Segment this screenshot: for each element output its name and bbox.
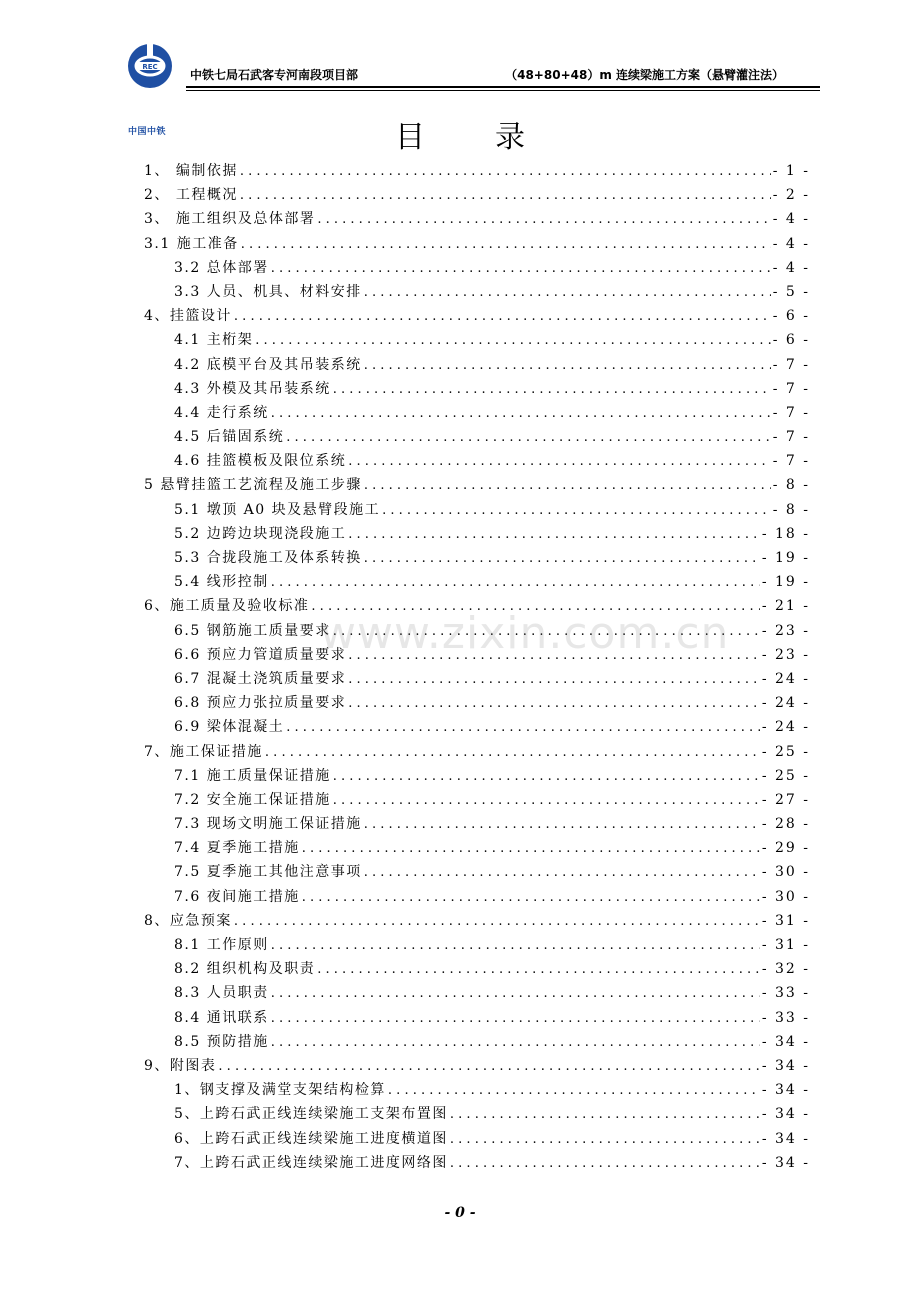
toc-entry-page: - 24 -	[761, 670, 810, 687]
toc-leader-dots	[450, 1132, 760, 1147]
toc-entry[interactable]	[144, 160, 810, 184]
toc-entry-page: - 5 -	[772, 283, 810, 300]
toc-entry-label: 3、 施工组织及总体部署	[144, 211, 316, 228]
toc-entry[interactable]	[144, 547, 810, 571]
toc-entry-page: - 23 -	[761, 646, 810, 663]
toc-entry-label: 5.4 线形控制	[174, 574, 269, 591]
toc-leader-dots	[271, 261, 771, 276]
toc-leader-dots	[388, 1083, 760, 1098]
toc-entry[interactable]	[144, 1103, 810, 1127]
toc-entry-label: 4、挂篮设计	[144, 308, 232, 325]
toc-leader-dots	[450, 1156, 760, 1171]
toc-leader-dots	[382, 503, 771, 518]
toc-entry-page: - 33 -	[761, 1009, 810, 1026]
toc-entry-label: 3.1 施工准备	[144, 235, 239, 252]
toc-entry-label: 7、上跨石武正线连续梁施工进度网络图	[174, 1154, 448, 1171]
toc-entry-page: - 34 -	[761, 1057, 810, 1074]
toc-entry[interactable]	[144, 354, 810, 378]
toc-leader-dots	[240, 188, 771, 203]
toc-entry-page: - 1 -	[772, 163, 810, 179]
page-title: 目录	[395, 120, 595, 155]
toc-entry-label: 1、 编制依据	[144, 163, 238, 179]
toc-leader-dots	[364, 478, 771, 493]
toc-entry[interactable]	[144, 474, 810, 498]
toc-leader-dots	[364, 551, 760, 566]
toc-entry[interactable]	[144, 1079, 810, 1103]
toc-entry-label: 3.2 总体部署	[174, 259, 269, 276]
toc-entry-page: - 30 -	[761, 888, 810, 905]
toc-entry[interactable]	[144, 1031, 810, 1055]
toc-entry-page: - 7 -	[772, 380, 810, 397]
page-header	[122, 40, 820, 137]
toc-leader-dots	[333, 382, 771, 397]
toc-leader-dots	[364, 358, 771, 373]
toc-leader-dots	[302, 890, 760, 905]
toc-leader-dots	[348, 527, 760, 542]
toc-entry[interactable]	[144, 402, 810, 426]
toc-entry-label: 8.4 通讯联系	[174, 1009, 269, 1026]
toc-leader-dots	[364, 865, 760, 880]
toc-entry-page: - 21 -	[761, 598, 810, 615]
toc-entry-label: 6.5 钢筋施工质量要求	[174, 622, 331, 639]
toc-entry-label: 6.8 预应力张拉质量要求	[174, 695, 347, 712]
toc-leader-dots	[333, 793, 760, 808]
toc-leader-dots	[317, 962, 760, 977]
toc-entry-label: 8、应急预案	[144, 912, 232, 929]
toc-entry[interactable]	[144, 692, 810, 716]
toc-entry[interactable]	[144, 329, 810, 353]
toc-entry-label: 4.4 走行系统	[174, 404, 269, 421]
toc-leader-dots	[302, 841, 760, 856]
toc-leader-dots	[265, 745, 760, 760]
toc-entry-page: - 7 -	[772, 453, 810, 470]
toc-entry-page: - 6 -	[772, 332, 810, 349]
toc-entry-page: - 34 -	[761, 1033, 810, 1050]
toc-entry[interactable]	[144, 837, 810, 861]
toc-entry-page: - 25 -	[761, 743, 810, 760]
toc-entry-label: 7.2 安全施工保证措施	[174, 791, 331, 808]
toc-leader-dots	[348, 454, 771, 469]
toc-entry-label: 8.5 预防措施	[174, 1033, 269, 1050]
toc-entry[interactable]	[144, 281, 810, 305]
toc-entry-page: - 33 -	[761, 985, 810, 1002]
toc-entry-page: - 18 -	[761, 525, 810, 542]
toc-entry[interactable]	[144, 958, 810, 982]
toc-entry-label: 2、 工程概况	[144, 187, 238, 204]
toc-entry[interactable]	[144, 571, 810, 595]
toc-entry[interactable]	[144, 378, 810, 402]
toc-leader-dots	[348, 672, 760, 687]
watermark: www.zixin.com.cn	[320, 608, 730, 659]
toc-entry-label: 5.2 边跨边块现浇段施工	[174, 525, 347, 542]
toc-entry-page: - 4 -	[772, 211, 810, 228]
toc-entry-label: 5 悬臂挂篮工艺流程及施工步骤	[144, 477, 362, 494]
header-document-title: （48+80+48）m 连续梁施工方案（悬臂灌注法）	[505, 68, 784, 82]
toc-entry[interactable]	[144, 426, 810, 450]
toc-entry[interactable]	[144, 499, 810, 523]
header-rule-thin	[186, 90, 820, 91]
toc-entry-page: - 34 -	[761, 1154, 810, 1171]
toc-leader-dots	[218, 1059, 759, 1074]
toc-entry[interactable]	[144, 450, 810, 474]
toc-entry-page: - 34 -	[761, 1106, 810, 1123]
toc-entry[interactable]	[144, 716, 810, 740]
toc-leader-dots	[241, 237, 771, 252]
crec-logo-icon	[122, 40, 178, 96]
toc-entry-label: 5、上跨石武正线连续梁施工支架布置图	[174, 1106, 448, 1123]
toc-entry-label: 8.3 人员职责	[174, 985, 269, 1002]
toc-entry-page: - 23 -	[761, 622, 810, 639]
toc-entry[interactable]	[144, 910, 810, 934]
header-project-name: 中铁七局石武客专河南段项目部	[190, 68, 359, 82]
toc-leader-dots	[286, 720, 760, 735]
toc-entry-page: - 31 -	[761, 912, 810, 929]
toc-entry[interactable]	[144, 1128, 810, 1152]
toc-entry[interactable]	[144, 233, 810, 257]
toc-leader-dots	[271, 406, 771, 421]
toc-leader-dots	[271, 1035, 760, 1050]
toc-entry[interactable]	[144, 789, 810, 813]
toc-entry-page: - 19 -	[761, 574, 810, 591]
toc-entry[interactable]	[144, 886, 810, 910]
toc-entry[interactable]	[144, 934, 810, 958]
toc-entry-label: 5.3 合拢段施工及体系转换	[174, 550, 362, 566]
toc-entry-label: 6、施工质量及验收标准	[144, 598, 310, 615]
toc-entry-page: - 8 -	[772, 501, 810, 518]
toc-entry-page: - 24 -	[761, 695, 810, 712]
toc-entry-label: 7.3 现场文明施工保证措施	[174, 816, 362, 833]
toc-entry-page: - 25 -	[761, 767, 810, 784]
toc-entry-label: 6.6 预应力管道质量要求	[174, 646, 347, 663]
toc-entry-page: - 6 -	[772, 308, 810, 325]
toc-entry[interactable]	[144, 765, 810, 789]
toc-entry[interactable]	[144, 523, 810, 547]
table-of-contents	[144, 160, 810, 1176]
toc-entry-label: 3.3 人员、机具、材料安排	[174, 283, 362, 300]
toc-entry-page: - 4 -	[772, 235, 810, 252]
toc-entry[interactable]	[144, 1055, 810, 1079]
toc-entry[interactable]	[144, 1007, 810, 1031]
toc-entry[interactable]	[144, 184, 810, 208]
toc-entry-label: 6、上跨石武正线连续梁施工进度横道图	[174, 1130, 448, 1147]
toc-leader-dots	[317, 212, 770, 227]
toc-entry-page: - 28 -	[761, 816, 810, 833]
toc-entry-page: - 31 -	[761, 937, 810, 953]
toc-leader-dots	[348, 696, 760, 711]
svg-text:REC: REC	[142, 63, 158, 71]
toc-entry[interactable]	[144, 208, 810, 232]
toc-leader-dots	[271, 1011, 760, 1026]
toc-entry-label: 7.6 夜间施工措施	[174, 888, 300, 905]
page-number: - 0 -	[444, 1205, 476, 1221]
toc-entry-label: 7.5 夏季施工其他注意事项	[174, 864, 362, 881]
toc-leader-dots	[271, 938, 760, 953]
toc-entry[interactable]	[144, 305, 810, 329]
toc-leader-dots	[255, 333, 771, 348]
toc-entry-label: 4.2 底模平台及其吊装系统	[174, 356, 362, 373]
toc-entry-label: 5.1 墩顶 A0 块及悬臂段施工	[174, 501, 381, 518]
toc-entry-label: 6.7 混凝土浇筑质量要求	[174, 670, 347, 687]
toc-entry-label: 8.1 工作原则	[174, 937, 269, 953]
toc-entry-page: - 29 -	[761, 840, 810, 857]
toc-entry-page: - 7 -	[772, 404, 810, 421]
toc-leader-dots	[234, 914, 760, 929]
toc-entry-page: - 34 -	[761, 1082, 810, 1099]
toc-entry-label: 7.4 夏季施工措施	[174, 840, 300, 857]
toc-entry-page: - 7 -	[772, 356, 810, 373]
toc-entry-label: 4.6 挂篮模板及限位系统	[174, 453, 347, 470]
toc-entry[interactable]	[144, 668, 810, 692]
toc-entry-page: - 24 -	[761, 719, 810, 736]
toc-entry-label: 4.5 后锚固系统	[174, 429, 285, 446]
toc-leader-dots	[364, 817, 760, 832]
toc-entry-page: - 34 -	[761, 1130, 810, 1147]
toc-entry-label: 1、钢支撑及满堂支架结构检算	[174, 1082, 386, 1099]
toc-entry-page: - 30 -	[761, 864, 810, 881]
toc-entry[interactable]	[144, 861, 810, 885]
toc-entry[interactable]	[144, 1152, 810, 1176]
toc-leader-dots	[286, 430, 771, 445]
toc-leader-dots	[333, 769, 760, 784]
toc-entry-label: 7、施工保证措施	[144, 743, 263, 760]
toc-entry-label: 8.2 组织机构及职责	[174, 961, 316, 978]
toc-entry-page: - 2 -	[772, 187, 810, 204]
toc-entry-label: 6.9 梁体混凝土	[174, 719, 285, 736]
toc-entry[interactable]	[144, 813, 810, 837]
toc-entry-label: 4.1 主桁架	[174, 332, 254, 349]
toc-leader-dots	[271, 575, 760, 590]
toc-entry-page: - 32 -	[761, 961, 810, 978]
toc-leader-dots	[450, 1107, 760, 1122]
toc-entry-page: - 7 -	[772, 429, 810, 446]
toc-entry-label: 4.3 外模及其吊装系统	[174, 380, 331, 397]
toc-entry-label: 9、附图表	[144, 1057, 217, 1074]
toc-leader-dots	[234, 309, 771, 324]
toc-leader-dots	[240, 164, 771, 179]
toc-entry[interactable]	[144, 741, 810, 765]
toc-entry-page: - 19 -	[761, 550, 810, 566]
toc-leader-dots	[271, 986, 760, 1001]
toc-entry-label: 7.1 施工质量保证措施	[174, 767, 331, 784]
toc-leader-dots	[364, 285, 771, 300]
toc-entry-page: - 27 -	[761, 791, 810, 808]
toc-entry-page: - 4 -	[772, 259, 810, 276]
toc-entry-page: - 8 -	[772, 477, 810, 494]
toc-entry[interactable]	[144, 257, 810, 281]
header-rule	[186, 86, 820, 88]
toc-entry[interactable]	[144, 982, 810, 1006]
logo-text: 中国中铁	[128, 127, 167, 137]
